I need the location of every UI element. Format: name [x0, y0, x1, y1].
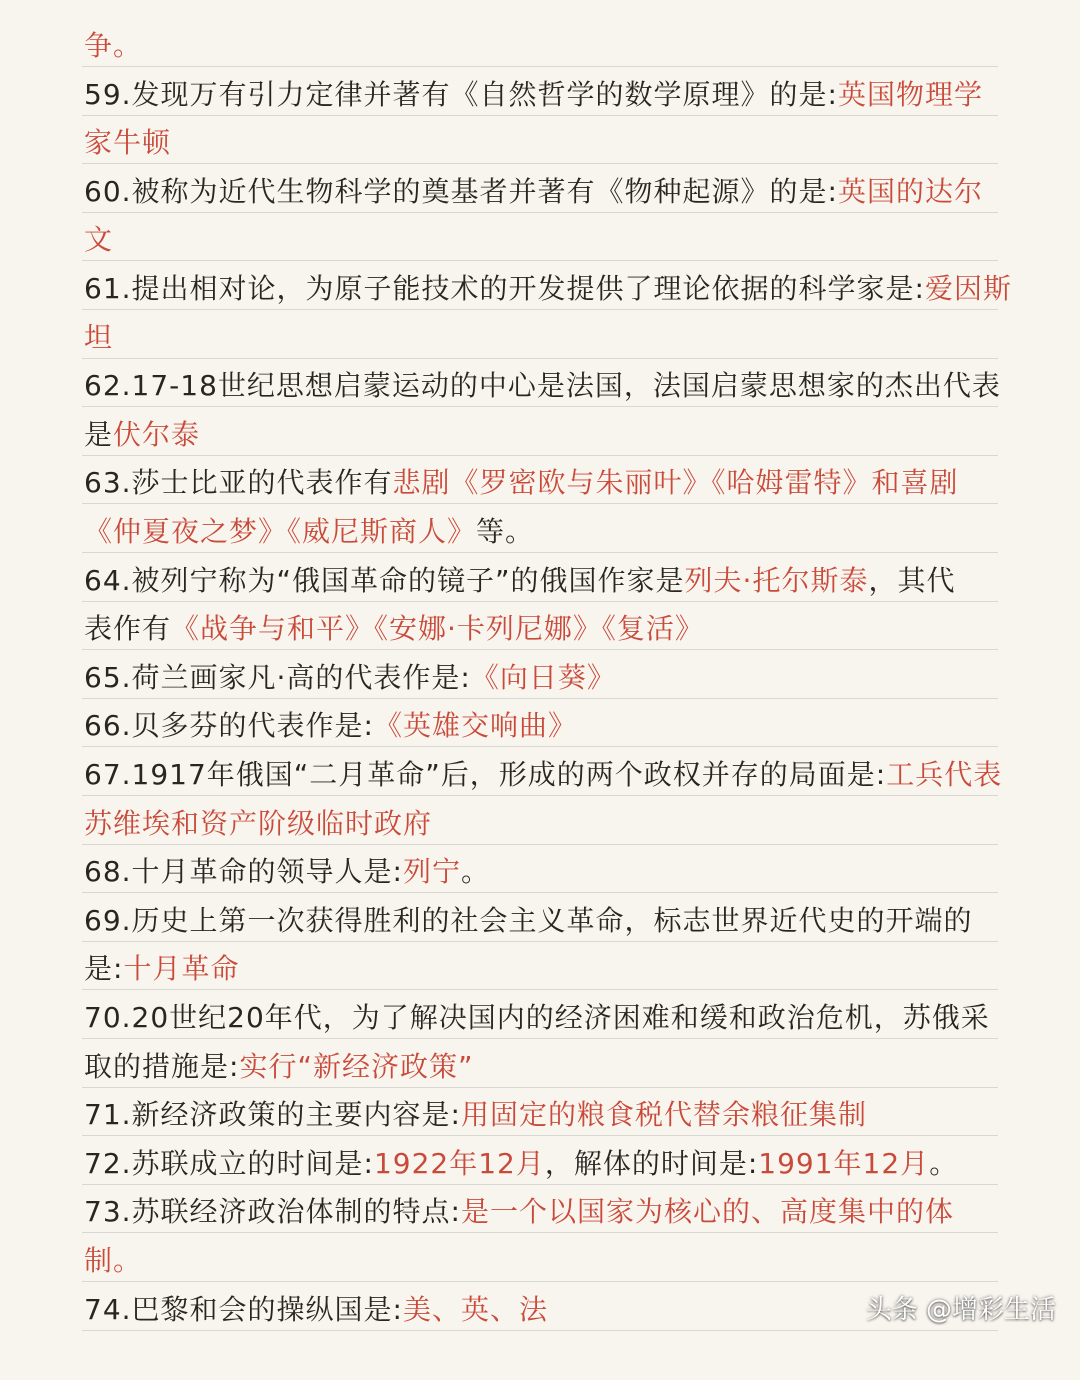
question-text: 62.17-18世纪思想启蒙运动的中心是法国，法国启蒙思想家的杰出代表	[84, 369, 1001, 403]
text-line	[84, 848, 490, 896]
ruled-line	[82, 260, 998, 261]
question-text: 是	[84, 417, 114, 451]
question-text: 59.发现万有引力定律并著有《自然哲学的数学原理》的是:	[84, 77, 838, 111]
question-text: 61.提出相对论，为原子能技术的开发提供了理论依据的科学家是:	[84, 272, 925, 305]
question-text: 68.十月革命的领导人是:	[84, 855, 403, 889]
question-text: 。	[929, 1146, 959, 1180]
answer-text: 伏尔泰	[113, 417, 201, 451]
answer-text: 制。	[84, 1244, 143, 1277]
text-line	[84, 800, 432, 848]
question-text: 。	[460, 855, 490, 889]
question-text: 65.荷兰画家凡·高的代表作是:	[84, 660, 471, 694]
answer-text: 实行“新经济政策”	[239, 1049, 474, 1083]
question-text: 72.苏联成立的时间是:	[84, 1146, 374, 1180]
text-line	[84, 362, 1001, 410]
text-line	[84, 314, 113, 362]
answer-text: 用固定的粮食税代替余粮征集制	[460, 1098, 867, 1132]
ruled-line	[82, 163, 998, 164]
text-line	[84, 751, 1002, 799]
question-text: 等。	[476, 515, 535, 548]
answer-text: 英国的达尔	[837, 174, 983, 208]
question-text: 70.20世纪20年代，为了解决国内的经济困难和缓和政治危机，苏俄采	[84, 1001, 990, 1034]
answer-text: 苏维埃和资产阶级临时政府	[84, 806, 433, 840]
question-text: 60.被称为近代生物科学的奠基者并著有《物种起源》的是:	[84, 174, 838, 208]
text-line	[84, 1237, 142, 1285]
question-text: 73.苏联经济政治体制的特点:	[84, 1195, 461, 1229]
text-line	[84, 557, 955, 605]
answer-text: 1991年12月	[758, 1146, 930, 1180]
answer-text: 十月革命	[123, 952, 240, 986]
answer-text: 列夫·托尔斯泰	[684, 563, 869, 597]
text-line	[84, 654, 616, 702]
question-text: 74.巴黎和会的操纵国是:	[84, 1292, 403, 1326]
text-line	[84, 459, 959, 507]
answer-text: 悲剧《罗密欧与朱丽叶》《哈姆雷特》和喜剧	[392, 466, 959, 500]
text-line	[84, 1188, 954, 1236]
answer-text: 美、英、法	[402, 1292, 548, 1326]
text-line	[84, 1043, 473, 1091]
text-line	[84, 168, 983, 216]
answer-text: 《英雄交响曲》	[373, 709, 577, 743]
answer-text: 《战争与和平》《安娜·卡列尼娜》《复活》	[171, 612, 704, 646]
question-text: 66.贝多芬的代表作是:	[84, 709, 374, 743]
text-line	[84, 216, 113, 264]
answer-text: 文	[84, 223, 114, 257]
text-line	[84, 71, 983, 119]
answer-text: 坦	[84, 320, 114, 354]
answer-text: 爱因斯	[924, 272, 1012, 305]
text-line	[84, 897, 973, 945]
answer-text: 英国物理学	[837, 77, 983, 111]
text-line	[84, 1140, 958, 1188]
question-text: ，解体的时间是:	[544, 1146, 759, 1180]
text-line	[84, 945, 239, 993]
watermark: 头条 @增彩生活	[865, 1295, 1056, 1325]
answer-text: 《仲夏夜之梦》《威尼斯商人》	[84, 515, 477, 548]
ruled-line	[82, 66, 998, 67]
text-line	[84, 1091, 867, 1139]
question-text: 71.新经济政策的主要内容是:	[84, 1098, 461, 1132]
ruled-line	[82, 455, 998, 456]
text-line	[84, 605, 704, 653]
answer-text: 1922年12月	[373, 1146, 545, 1180]
answer-text: 列宁	[402, 855, 461, 889]
question-text: 取的措施是:	[84, 1049, 240, 1083]
question-text: ，其代	[868, 563, 956, 597]
question-text: 63.莎士比亚的代表作有	[84, 466, 393, 500]
answer-text: 工兵代表	[886, 758, 1003, 791]
question-text: 69.历史上第一次获得胜利的社会主义革命，标志世界近代史的开端的	[84, 903, 973, 937]
question-text: 是:	[84, 952, 124, 986]
text-line	[84, 22, 142, 70]
answer-text: 《向日葵》	[470, 660, 616, 694]
text-line	[84, 994, 990, 1042]
text-line	[84, 265, 1012, 313]
text-line	[84, 508, 534, 556]
text-line	[84, 702, 577, 750]
answer-text: 是一个以国家为核心的、高度集中的体	[460, 1195, 954, 1229]
answer-text: 争。	[84, 29, 143, 62]
question-text: 67.1917年俄国“二月革命”后，形成的两个政权并存的局面是:	[84, 758, 887, 791]
ruled-line	[82, 358, 998, 359]
question-text: 64.被列宁称为“俄国革命的镜子”的俄国作家是	[84, 563, 685, 597]
question-text: 表作有	[84, 612, 172, 646]
text-line	[84, 119, 171, 167]
text-line	[84, 411, 200, 459]
answer-text: 家牛顿	[84, 126, 172, 160]
ruled-line	[82, 1281, 998, 1282]
text-line	[84, 1286, 548, 1334]
